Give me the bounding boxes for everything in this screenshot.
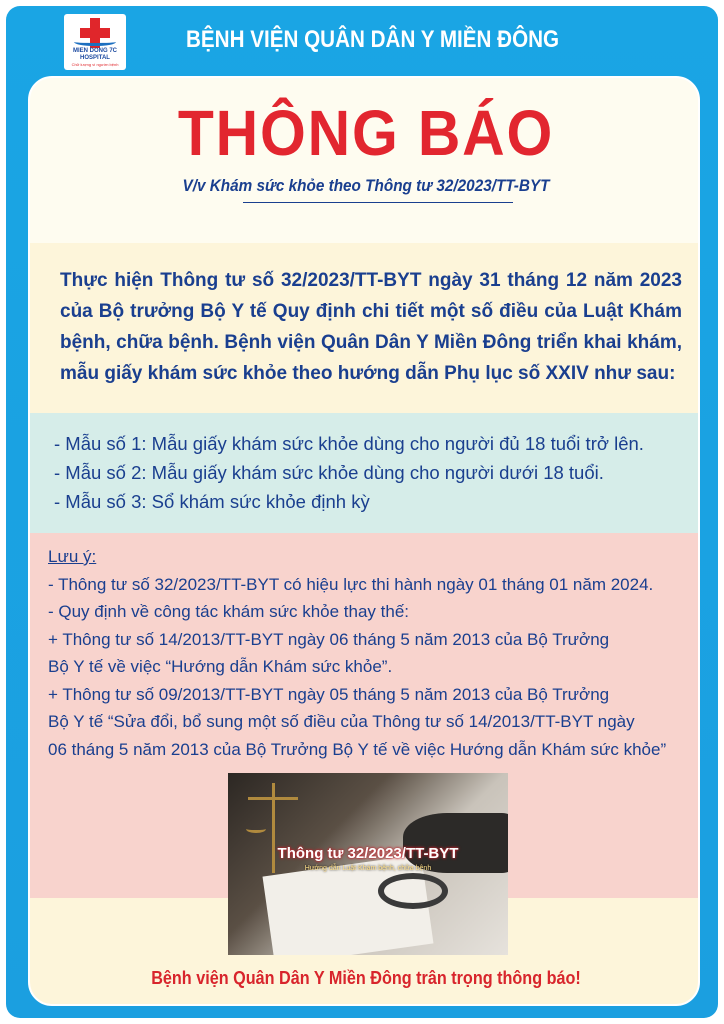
scale-pan — [246, 825, 266, 833]
note-line: + Thông tư số 14/2013/TT-BYT ngày 06 tháng 5 năm 2013 của Bộ Trưởng — [48, 629, 610, 649]
hospital-logo — [64, 14, 126, 70]
wave-icon — [74, 38, 116, 46]
photo-caption: Thông tư 32/2023/TT-BYT — [277, 845, 459, 862]
note-line: Bộ Y tế về việc “Hướng dẫn Khám sức khỏe”. — [48, 657, 393, 676]
intro-section — [30, 243, 700, 413]
hand-image — [403, 813, 508, 873]
notice-title: THÔNG BÁO — [177, 97, 555, 169]
subtitle-divider — [243, 202, 513, 203]
forms-section — [30, 413, 700, 533]
note-line: - Thông tư số 32/2023/TT-BYT có hiệu lực thi hành ngày 01 tháng 01 năm 2024. — [48, 574, 654, 594]
note-line: 06 tháng 5 năm 2013 của Bộ Trưởng Bộ Y tế về việc Hướng dẫn Khám sức khỏe” — [48, 739, 667, 759]
hospital-name: BỆNH VIỆN QUÂN DÂN Y MIỀN ĐÔNG — [186, 26, 560, 53]
logo-subtext: Chữ lượng vì ngườn bệnh — [71, 62, 119, 67]
photo-subcaption: Hướng dẫn Luật Khám bệnh, chữa bệnh — [304, 865, 432, 872]
content-panel — [28, 76, 700, 1006]
notice-subtitle: V/v Khám sức khỏe theo Thông tư 32/2023/TT-BYT — [182, 176, 550, 195]
stethoscope-icon — [378, 873, 448, 909]
notes-heading: Lưu ý: — [48, 547, 97, 566]
notes-block — [48, 543, 696, 763]
scale-beam — [248, 797, 298, 800]
intro-paragraph: Thực hiện Thông tư số 32/2023/TT-BYT ngày 31 tháng 12 năm 2023 của Bộ trưởng Bộ Y tế Quy định chi tiết một số điều của Luật Khám bệnh, chữa bệnh. Bệnh viện Quân Dân Y Miền Đông triển khai khám, mẫu giấy khám sức khỏe theo hướng dẫn Phụ lục số XXIV như sau: — [60, 270, 682, 384]
form-item: - Mẫu số 1: Mẫu giấy khám sức khỏe dùng cho người đủ 18 tuổi trở lên. — [54, 433, 644, 454]
closing-statement: Bệnh viện Quân Dân Y Miền Đông trân trọng thông báo! — [151, 968, 581, 988]
form-item: - Mẫu số 3: Sổ khám sức khỏe định kỳ — [54, 491, 370, 512]
header — [6, 6, 718, 76]
notice-poster — [6, 6, 718, 1018]
note-line: + Thông tư số 09/2013/TT-BYT ngày 05 tháng 5 năm 2013 của Bộ Trưởng — [48, 684, 610, 704]
circular-photo — [228, 773, 508, 955]
red-cross-bar — [80, 28, 110, 38]
note-line: - Quy định về công tác khám sức khỏe thay thế: — [48, 602, 410, 621]
note-line: Bộ Y tế “Sửa đổi, bổ sung một số điều của Thông tư số 14/2013/TT-BYT ngày — [48, 712, 635, 731]
logo-text: MIEN DONG 7C HOSPITAL — [72, 48, 117, 61]
form-item: - Mẫu số 2: Mẫu giấy khám sức khỏe dùng cho người dưới 18 tuổi. — [54, 462, 604, 483]
forms-list — [54, 429, 684, 516]
title-section — [30, 78, 700, 243]
